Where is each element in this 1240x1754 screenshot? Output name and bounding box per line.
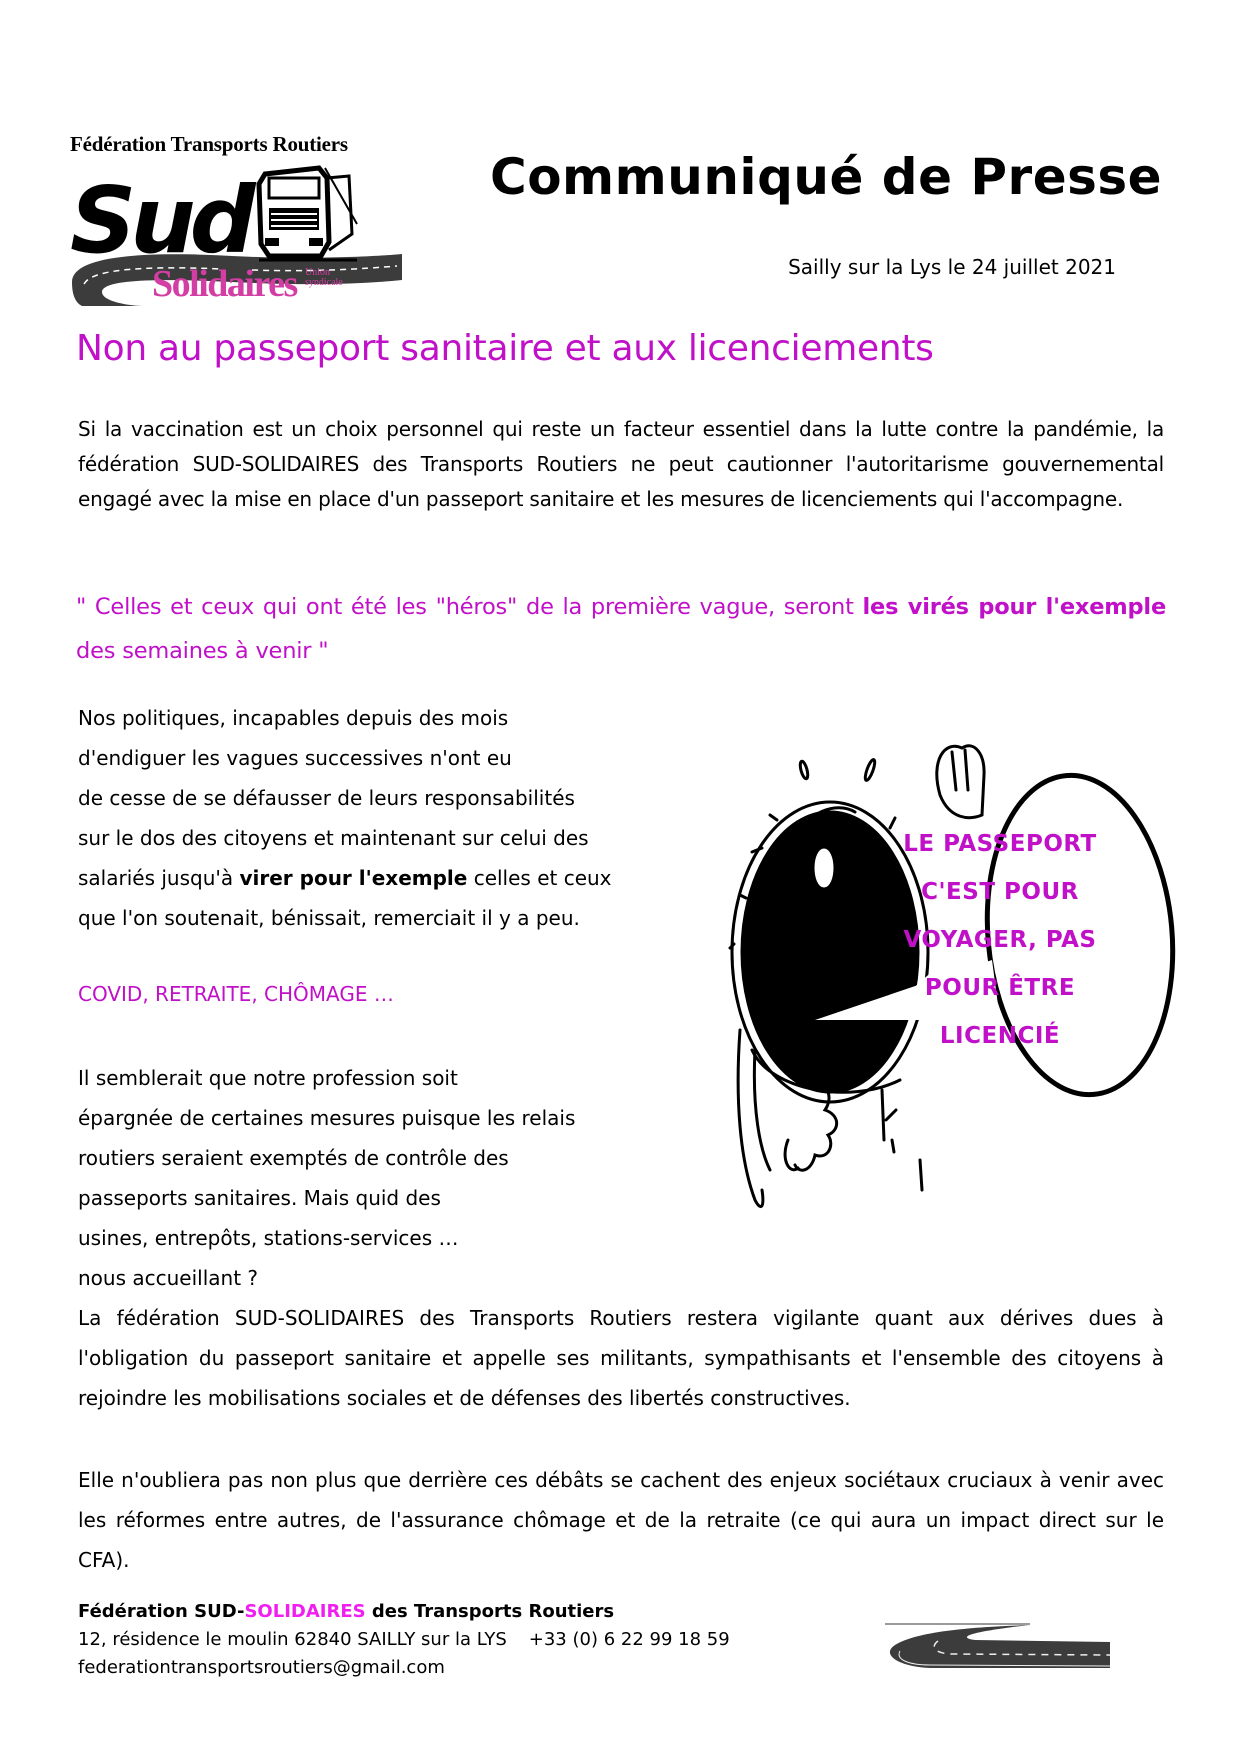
reforms-paragraph: Elle n'oubliera pas non plus que derrière ces débâts se cachent des enjeux sociétaux cruciaux à venir avec les réformes entre autres, de l'assurance chômage et de la retraite (ce qui aura un impact direct sur le CFA). [78,1468,1164,1572]
quote-text: " Celles et ceux qui ont été les "héros" de la première vague, seront [76,594,863,620]
document-date: Sailly sur la Lys le 24 juillet 2021 [788,255,1116,279]
footer [78,1598,730,1682]
bubble-line: C'EST POUR [921,879,1079,905]
logo-sud-text: Sud [70,167,250,274]
text-line: routiers seraient exemptés de contrôle des [78,1146,509,1170]
text-line: nous accueillant ? [78,1266,259,1290]
vigilance-paragraph: La fédération SUD-SOLIDAIRES des Transports Routiers restera vigilante quant aux dérives dues à l'obligation du passeport sanitaire et appelle ses militants, sympathisants et l'ensemble des citoyens à rejoindre les mobilisations sociales et de défenses des libertés constructives. [78,1306,1164,1410]
speech-bubble-text [880,820,1120,1060]
bold-text: virer pour l'exemple [239,866,468,890]
text-line: Nos politiques, incapables depuis des mois [78,706,509,730]
footer-phone: +33 (0) 6 22 99 18 59 [528,1629,730,1650]
quote-text-end: des semaines à venir " [76,638,329,664]
bubble-line: POUR ÊTRE [924,975,1076,1001]
bubble-line: LICENCIÉ [939,1023,1061,1049]
logo-union-syndicale [305,268,343,288]
logo-solidaires-text: Solidaires [152,263,297,305]
text-line: de cesse de se défausser de leurs responsabilités [78,786,575,810]
text-line: sur le dos des citoyens et maintenant sur celui des [78,826,589,850]
text-line: usines, entrepôts, stations-services … [78,1226,459,1250]
headline: Non au passeport sanitaire et aux licenciements [76,328,934,369]
logo-syndicale-line: syndicale [305,277,343,288]
subheading: COVID, RETRAITE, CHÔMAGE … [78,982,394,1006]
truck-icon [259,168,357,260]
footer-contact-line [78,1626,730,1654]
text-line: Il semblerait que notre profession soit [78,1066,458,1090]
footer-org-highlight: SOLIDAIRES [244,1601,366,1622]
bubble-line: LE PASSEPORT [903,831,1097,857]
logo-federation-text: Fédération Transports Routiers [70,132,348,156]
text-line: que l'on soutenait, bénissait, remerciait il y a peu. [78,906,580,930]
text-line: d'endiguer les vagues successives n'ont eu [78,746,512,770]
footer-org-part: des Transports Routiers [365,1601,615,1622]
footer-email[interactable]: federationtransportsroutiers@gmail.com [78,1657,445,1678]
text-line [78,858,612,898]
text-span: celles et ceux [467,866,612,890]
profession-paragraph [78,1058,575,1298]
intro-paragraph: Si la vaccination est un choix personnel qui reste un facteur essentiel dans la lutte contre la pandémie, la fédération SUD-SOLIDAIRES des Transports Routiers ne peut cautionner l'autoritarisme gouvernemental engagé avec la mise en place d'un passeport sanitaire et les mesures de licenciements qui l'accompagne. [78,417,1164,511]
logo-union-line: Union [305,267,330,278]
text-span: salariés jusqu'à [78,866,240,890]
footer-organization [78,1598,730,1626]
text-line: épargnée de certaines mesures puisque les relais [78,1106,576,1130]
bubble-line: VOYAGER, PAS [903,927,1097,953]
politics-paragraph [78,698,612,938]
pull-quote [76,585,1166,673]
footer-org-part: Fédération SUD- [78,1601,245,1622]
footer-address: 12, résidence le moulin 62840 SAILLY sur la LYS [78,1629,507,1650]
page-title: Communiqué de Presse [490,148,1163,206]
federation-logo [62,128,407,318]
road-icon [860,1605,1160,1675]
quote-bold-text: les virés pour l'exemple [862,594,1167,620]
text-line: passeports sanitaires. Mais quid des [78,1186,441,1210]
